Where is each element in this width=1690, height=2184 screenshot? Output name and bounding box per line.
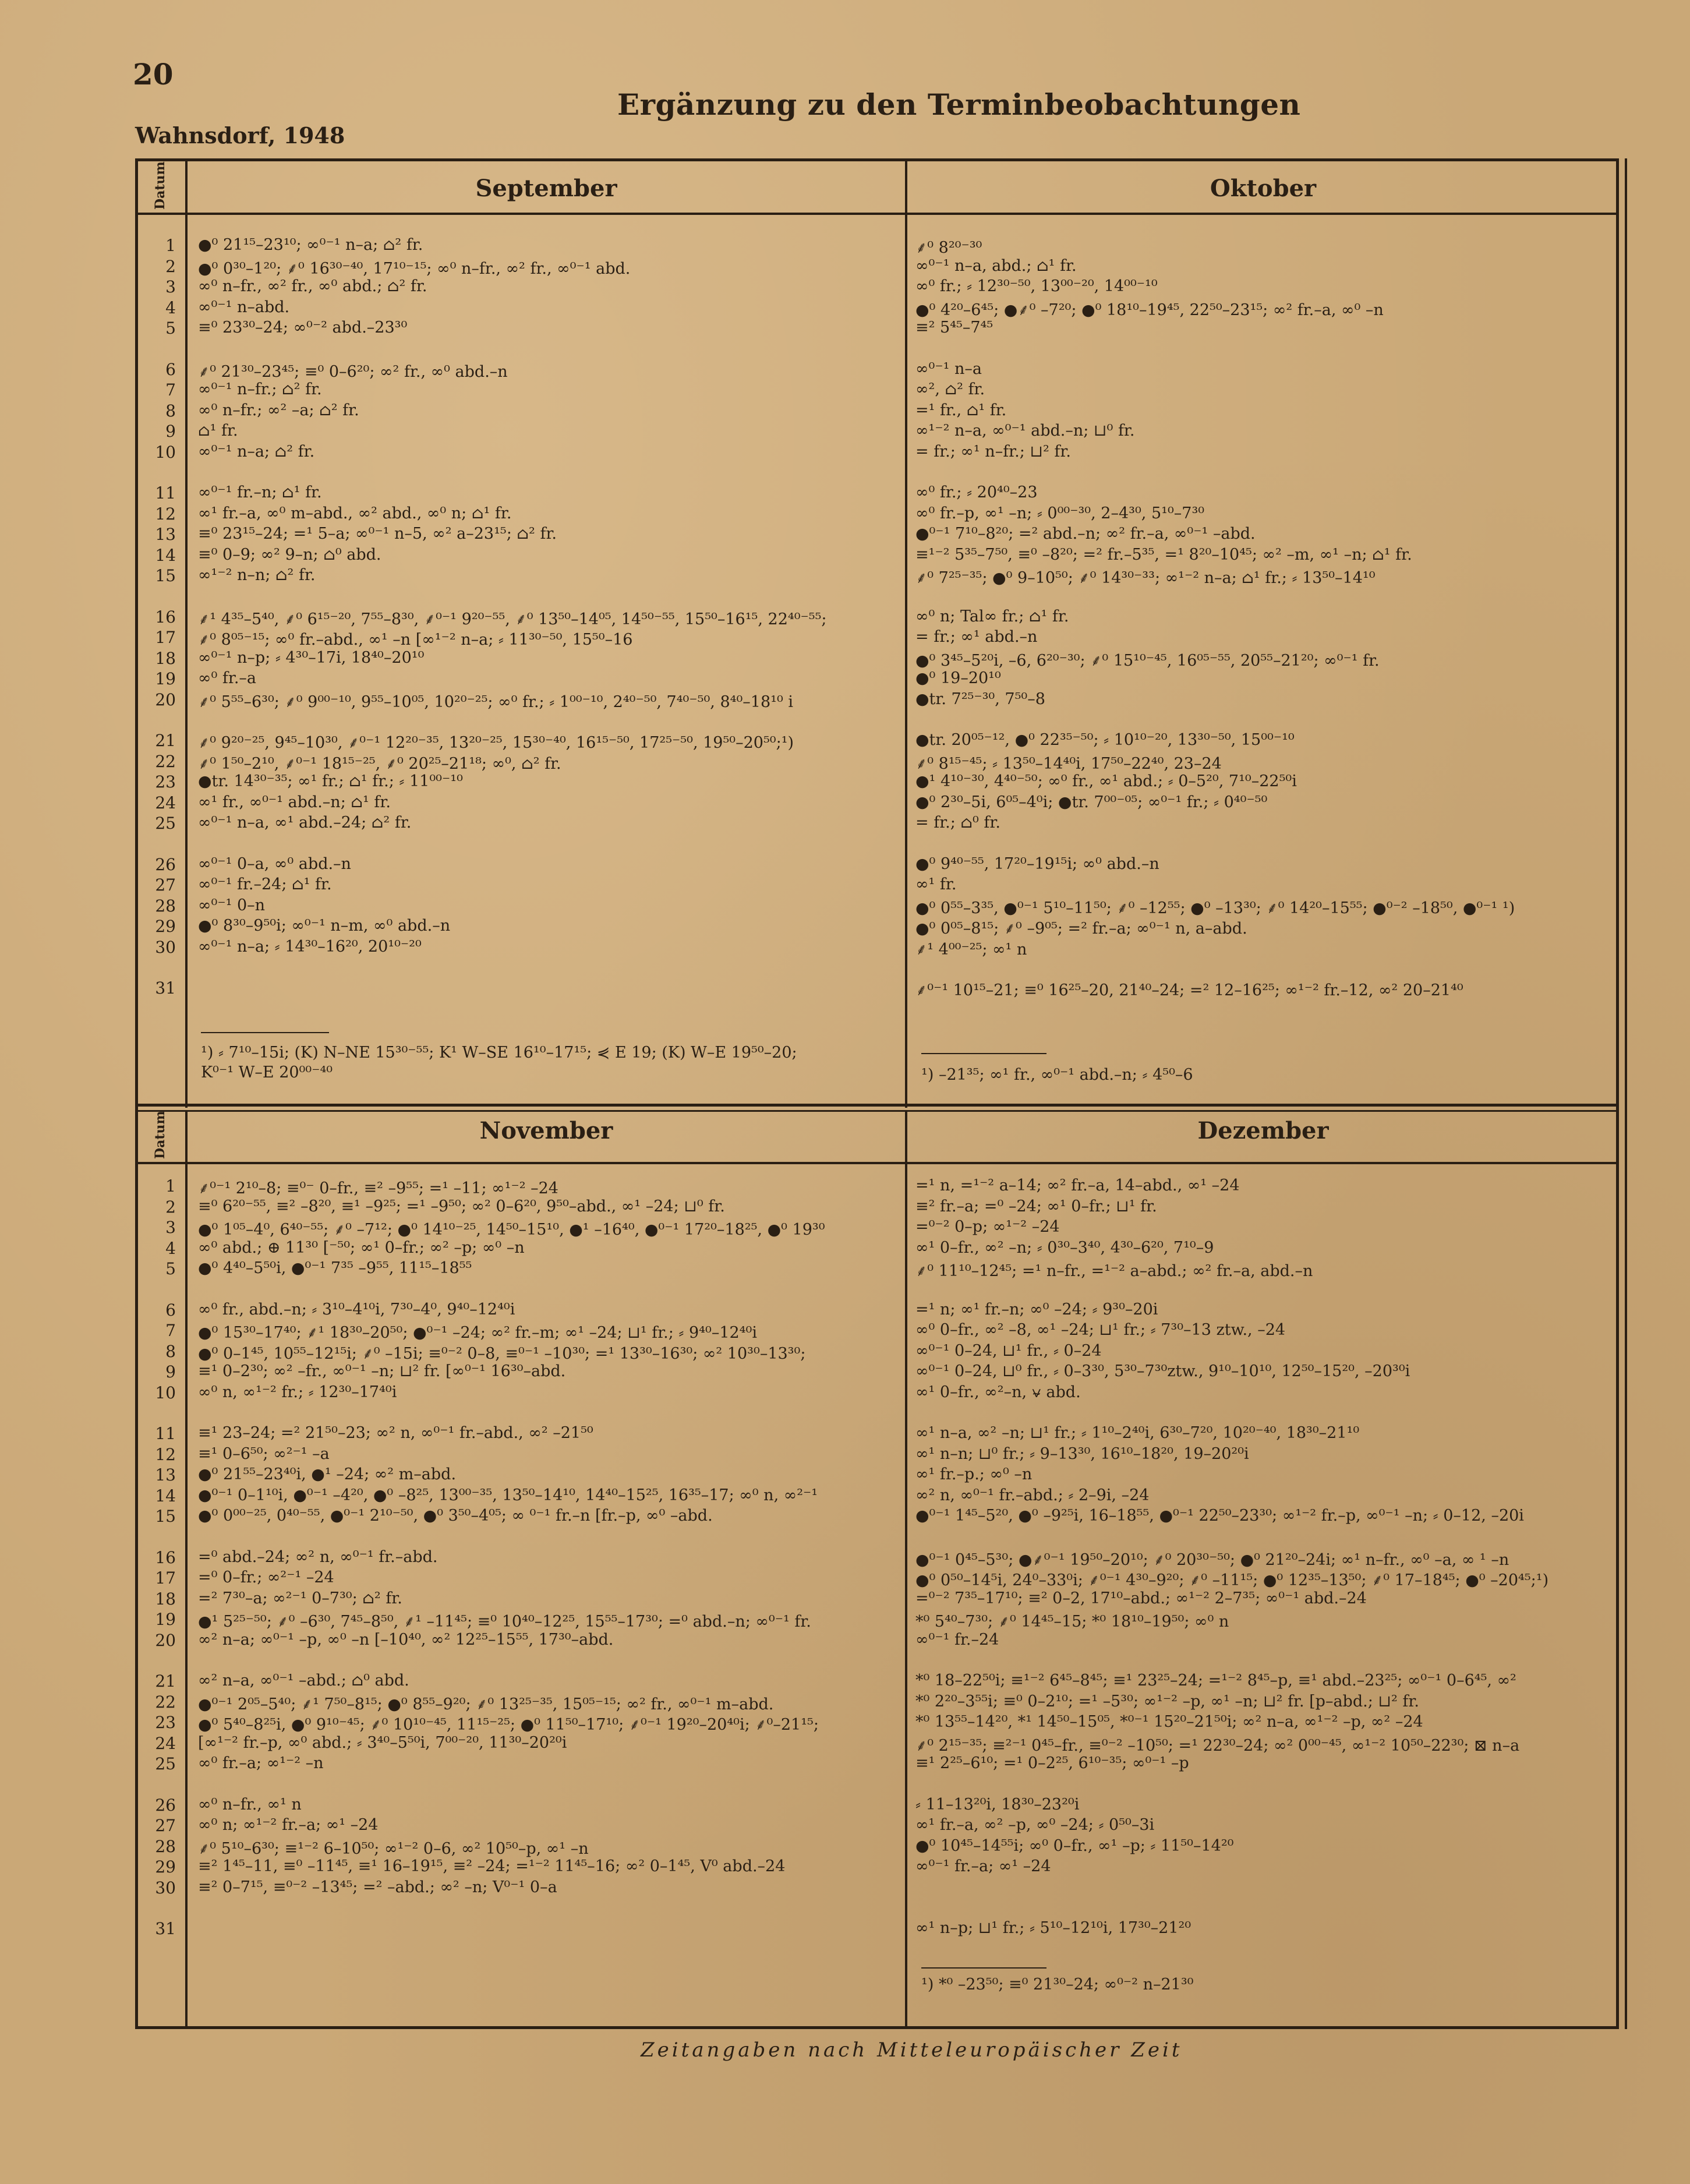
- day-entry: ●¹ 4¹⁰⁻³⁰, 4⁴⁰⁻⁵⁰; ∞⁰ fr., ∞¹ abd.; ⸗ 0–5²⁰, 7¹⁰–22⁵⁰i: [915, 772, 1297, 790]
- day-entry: *⁰ 2²⁰–3⁵⁵i; ≡⁰ 0–2¹⁰; =¹ –5³⁰; ∞¹⁻² –p, ∞¹ –n; ⊔² fr. [p–abd.; ⊔² fr.: [915, 1692, 1419, 1711]
- day-entry: ●⁰ 8³⁰–9⁵⁰i; ∞⁰⁻¹ n–m, ∞⁰ abd.–n: [198, 917, 451, 935]
- day-number: 23: [155, 772, 176, 791]
- day-entry: *⁰ 18–22⁵⁰i; ≡¹⁻² 6⁴⁵–8⁴⁵; ≡¹ 23²⁵–24; =¹⁻² 8⁴⁵–p, ≡¹ abd.–23²⁵; ∞⁰⁻¹ 0–6⁴⁵, ∞²: [915, 1671, 1516, 1690]
- day-entry: ∞⁰⁻¹ n–p; ⸗ 4³⁰–17i, 18⁴⁰–20¹⁰: [198, 648, 425, 667]
- day-number: 26: [155, 854, 176, 874]
- day-number: 31: [155, 978, 176, 998]
- day-entry: ≡¹ 2²⁵–6¹⁰; =¹ 0–2²⁵, 6¹⁰⁻³⁵; ∞⁰⁻¹ –p: [915, 1754, 1189, 1772]
- day-entry: ∞¹ fr.: [915, 875, 957, 893]
- day-entry: =¹ n, =¹⁻² a–14; ∞² fr.–a, 14–abd., ∞¹ –24: [915, 1176, 1240, 1195]
- rule-middle-2: [135, 1110, 1619, 1112]
- day-entry: ∞⁰ fr.–a: [198, 669, 257, 687]
- day-entry: ∞⁰⁻¹ n–a, ∞¹ abd.–24; ⌂² fr.: [198, 814, 412, 832]
- datum-label-lower: Datum: [153, 1111, 168, 1159]
- footnote-september-2: K⁰⁻¹ W–E 20⁰⁰⁻⁴⁰: [201, 1063, 333, 1082]
- month-header-november: November: [479, 1117, 613, 1144]
- time-zone-caption: Zeitangaben nach Mitteleuropäischer Zeit: [641, 2038, 1183, 2062]
- day-entry: ≡² fr.–a; =⁰ –24; ∞¹ 0–fr.; ⊔¹ fr.: [915, 1197, 1157, 1215]
- day-entry: ●⁰⁻¹ 2⁰⁵–5⁴⁰; ⸙¹ 7⁵⁰–8¹⁵; ●⁰ 8⁵⁵–9²⁰; ⸙⁰ 13²⁵⁻³⁵, 15⁰⁵⁻¹⁵; ∞² fr., ∞⁰⁻¹ m–abd.: [198, 1695, 774, 1713]
- day-entry: ⸙⁰ 1⁵⁰–2¹⁰, ⸙⁰⁻¹ 18¹⁵⁻²⁵, ⸙⁰ 20²⁵–21¹⁸; ∞⁰, ⌂² fr.: [198, 754, 561, 773]
- day-entry: ∞⁰⁻¹ 0–24, ⊔¹ fr., ⸗ 0–24: [915, 1341, 1102, 1360]
- day-entry: ●⁰ 9⁴⁰⁻⁵⁵, 17²⁰–19¹⁵i; ∞⁰ abd.–n: [915, 854, 1159, 873]
- day-entry: ●⁰ 0–1⁴⁵, 10⁵⁵–12¹⁵i; ⸙⁰ –15i; ≡⁰⁻² 0–8, ≡⁰⁻¹ –10³⁰; =¹ 13³⁰–16³⁰; ∞² 10³⁰–13³⁰;: [198, 1344, 806, 1363]
- day-number: 22: [155, 1692, 176, 1712]
- day-entry: = fr.; ∞¹ abd.–n: [915, 628, 1038, 646]
- day-entry: ∞⁰⁻¹ 0–a, ∞⁰ abd.–n: [198, 854, 351, 873]
- day-number: 4: [165, 1238, 176, 1258]
- day-entry: ∞⁰⁻¹ 0–24, ⊔⁰ fr., ⸗ 0–3³⁰, 5³⁰–7³⁰ztw., 9¹⁰–10¹⁰, 12⁵⁰–15²⁰, –20³⁰i: [915, 1362, 1410, 1380]
- day-number: 21: [155, 1671, 176, 1691]
- day-entry: ●¹ 5²⁵⁻⁵⁰; ⸙⁰ –6³⁰, 7⁴⁵–8⁵⁰, ⸙¹ –11⁴⁵; ≡⁰ 10⁴⁰–12²⁵, 15⁵⁵–17³⁰; =⁰ abd.–n; ∞⁰⁻¹ fr.: [198, 1613, 811, 1631]
- day-number: 12: [155, 1444, 176, 1464]
- day-entry: ≡⁰ 0–9; ∞² 9–n; ⌂⁰ abd.: [198, 545, 381, 564]
- day-entry: ⸙⁰⁻¹ 10¹⁵–21; ≡⁰ 16²⁵–20, 21⁴⁰–24; =² 12–16²⁵; ∞¹⁻² fr.–12, ∞² 20–21⁴⁰: [915, 981, 1463, 999]
- day-number: 7: [165, 380, 176, 400]
- day-number: 18: [155, 648, 176, 668]
- day-entry: ●tr. 7²⁵⁻³⁰, 7⁵⁰–8: [915, 690, 1045, 708]
- day-entry: ∞⁰⁻¹ n–a: [915, 359, 982, 378]
- rule-lower-mid: [905, 1110, 907, 2029]
- day-entry: ⸗ 11–13²⁰i, 18³⁰–23²⁰i: [915, 1795, 1080, 1814]
- day-entry: ∞⁰⁻¹ n–a; ⌂² fr.: [198, 442, 315, 461]
- day-entry: ●⁰ 5⁴⁰–8²⁵i, ●⁰ 9¹⁰⁻⁴⁵; ⸙⁰ 10¹⁰⁻⁴⁵, 11¹⁵⁻²⁵; ●⁰ 11⁵⁰–17¹⁰; ⸙⁰⁻¹ 19²⁰–20⁴⁰i; ⸙⁰–21¹⁵;: [198, 1716, 819, 1734]
- day-entry: ∞⁰⁻¹ n–fr.; ⌂² fr.: [198, 380, 322, 398]
- day-number: 9: [165, 1362, 176, 1381]
- day-entry: ⸙⁰ 21³⁰–23⁴⁵; ≡⁰ 0–6²⁰; ∞² fr., ∞⁰ abd.–n: [198, 362, 508, 381]
- day-entry: ≡² 5⁴⁵–7⁴⁵: [915, 319, 994, 337]
- day-number: 18: [155, 1589, 176, 1609]
- day-number: 10: [155, 442, 176, 462]
- day-number: 2: [165, 256, 176, 276]
- day-entry: ∞², ⌂² fr.: [915, 380, 985, 398]
- day-entry: ∞⁰ fr., abd.–n; ⸗ 3¹⁰–4¹⁰i, 7³⁰–4⁰, 9⁴⁰–12⁴⁰i: [198, 1300, 515, 1319]
- day-number: 3: [165, 1218, 176, 1237]
- day-entry: =¹ fr., ⌂¹ fr.: [915, 401, 1007, 419]
- station-year: Wahnsdorf, 1948: [135, 122, 345, 149]
- day-entry: ●⁰ 0⁰⁵–8¹⁵; ⸙⁰ –9⁰⁵; =² fr.–a; ∞⁰⁻¹ n, a–abd.: [915, 920, 1247, 938]
- day-entry: ∞¹ n–n; ⊔⁰ fr.; ⸗ 9–13³⁰, 16¹⁰–18²⁰, 19–20²⁰i: [915, 1444, 1249, 1463]
- day-entry: ∞⁰ n–fr., ∞² fr., ∞⁰ abd.; ⌂² fr.: [198, 277, 427, 295]
- day-number: 14: [155, 545, 176, 565]
- day-number: 13: [155, 1465, 176, 1485]
- day-entry: ≡⁰ 23¹⁵–24; =¹ 5–a; ∞⁰⁻¹ n–5, ∞² a–23¹⁵; ⌂² fr.: [198, 525, 557, 543]
- day-number: 1: [165, 1176, 176, 1196]
- day-number: 27: [155, 1816, 176, 1835]
- day-entry: ⸙⁰ 11¹⁰–12⁴⁵; =¹ n–fr., =¹⁻² a–abd.; ∞² fr.–a, abd.–n: [915, 1262, 1313, 1280]
- day-number: 12: [155, 504, 176, 524]
- day-entry: ●⁰⁻¹ 0–1¹⁰i, ●⁰⁻¹ –4²⁰, ●⁰ –8²⁵, 13⁰⁰⁻³⁵, 13⁵⁰–14¹⁰, 14⁴⁰–15²⁵, 16³⁵–17; ∞⁰ n, ∞²⁻¹: [198, 1486, 818, 1504]
- day-entry: ∞² n–a; ∞⁰⁻¹ –p, ∞⁰ –n [–10⁴⁰, ∞² 12²⁵–15⁵⁵, 17³⁰–abd.: [198, 1630, 614, 1649]
- day-number: 6: [165, 359, 176, 379]
- rule-upper-mid: [905, 158, 907, 1108]
- rule-middle: [135, 1104, 1619, 1107]
- day-entry: =¹ n; ∞¹ fr.–n; ∞⁰ –24; ⸗ 9³⁰–20i: [915, 1300, 1158, 1319]
- day-entry: ∞⁰ fr.; ⸗ 12³⁰⁻⁵⁰, 13⁰⁰⁻²⁰, 14⁰⁰⁻¹⁰: [915, 277, 1158, 295]
- frame-right-rule: [1625, 158, 1627, 2029]
- day-number: 16: [155, 607, 176, 627]
- day-entry: ∞¹ fr.–p.; ∞⁰ –n: [915, 1465, 1033, 1483]
- day-entry: ≡¹ 23–24; =² 21⁵⁰–23; ∞² n, ∞⁰⁻¹ fr.–abd., ∞² –21⁵⁰: [198, 1424, 593, 1442]
- day-entry: ≡⁰ 23³⁰–24; ∞⁰⁻² abd.–23³⁰: [198, 319, 408, 337]
- footnote-rule-oktober: [921, 1053, 1046, 1054]
- day-number: 26: [155, 1795, 176, 1815]
- day-entry: ∞¹⁻² n–n; ⌂² fr.: [198, 566, 316, 584]
- day-number: 25: [155, 1754, 176, 1773]
- day-number: 30: [155, 1878, 176, 1897]
- day-entry: ≡¹ 0–6⁵⁰; ∞²⁻¹ –a: [198, 1444, 330, 1463]
- day-number: 29: [155, 1857, 176, 1876]
- day-entry: ∞⁰⁻¹ 0–n: [198, 896, 266, 914]
- day-entry: ∞¹⁻² n–a, ∞⁰⁻¹ abd.–n; ⊔⁰ fr.: [915, 422, 1135, 440]
- day-entry: ≡¹ 0–2³⁰; ∞² –fr., ∞⁰⁻¹ –n; ⊔² fr. [∞⁰⁻¹ 16³⁰–abd.: [198, 1362, 566, 1380]
- day-entry: ●tr. 14³⁰⁻³⁵; ∞¹ fr.; ⌂¹ fr.; ⸗ 11⁰⁰⁻¹⁰: [198, 772, 463, 790]
- day-entry: ∞⁰ n; Tal∞ fr.; ⌂¹ fr.: [915, 607, 1069, 625]
- day-number: 16: [155, 1547, 176, 1567]
- day-entry: =⁰⁻² 7³⁵–17¹⁰; ≡² 0–2, 17¹⁰–abd.; ∞¹⁻² 2–7³⁵; ∞⁰⁻¹ abd.–24: [915, 1589, 1367, 1607]
- day-entry: ∞⁰⁻¹ fr.–n; ⌂¹ fr.: [198, 483, 322, 501]
- day-number: 31: [155, 1919, 176, 1938]
- day-entry: ⸙⁰⁻¹ 2¹⁰–8; ≡⁰⁻ 0–fr., ≡² –9⁵⁵; =¹ –11; ∞¹⁻² –24: [198, 1179, 558, 1197]
- day-entry: ∞¹ fr.–a, ∞² –p, ∞⁰ –24; ⸗ 0⁵⁰–3i: [915, 1816, 1155, 1834]
- day-entry: ⸙⁰ 8⁰⁵⁻¹⁵; ∞⁰ fr.–abd., ∞¹ –n [∞¹⁻² n–a; ⸗ 11³⁰⁻⁵⁰, 15⁵⁰–16: [198, 631, 633, 649]
- day-entry: ⌂¹ fr.: [198, 422, 238, 440]
- day-entry: ●⁰ 0⁰⁰⁻²⁵, 0⁴⁰⁻⁵⁵, ●⁰⁻¹ 2¹⁰⁻⁵⁰, ●⁰ 3⁵⁰–4⁰⁵; ∞ ⁰⁻¹ fr.–n [fr.–p, ∞⁰ –abd.: [198, 1507, 713, 1525]
- day-number: 28: [155, 1836, 176, 1856]
- rule-upper-datum: [185, 158, 188, 1108]
- day-entry: ●⁰ 10⁴⁵–14⁵⁵i; ∞⁰ 0–fr., ∞¹ –p; ⸗ 11⁵⁰–14²⁰: [915, 1836, 1234, 1855]
- day-entry: ●⁰ 4²⁰–6⁴⁵; ●⸙⁰ –7²⁰; ●⁰ 18¹⁰–19⁴⁵, 22⁵⁰–23¹⁵; ∞² fr.–a, ∞⁰ –n: [915, 301, 1384, 319]
- day-number: 28: [155, 896, 176, 916]
- day-entry: ●⁰ 1⁰⁵–4⁰, 6⁴⁰⁻⁵⁵; ⸙⁰ –7¹²; ●⁰ 14¹⁰⁻²⁵, 14⁵⁰–15¹⁰, ●¹ –16⁴⁰, ●⁰⁻¹ 17²⁰–18²⁵, ●⁰ 19³⁰: [198, 1221, 825, 1239]
- day-number: 22: [155, 751, 176, 771]
- day-entry: ●⁰ 15³⁰–17⁴⁰; ⸙¹ 18³⁰–20⁵⁰; ●⁰⁻¹ –24; ∞² fr.–m; ∞¹ –24; ⊔¹ fr.; ⸗ 9⁴⁰–12⁴⁰i: [198, 1324, 757, 1342]
- day-entry: ≡⁰ 6²⁰⁻⁵⁵, ≡² –8²⁰, ≡¹ –9²⁵; =¹ –9⁵⁰; ∞² 0–6²⁰, 9⁵⁰–abd., ∞¹ –24; ⊔⁰ fr.: [198, 1197, 725, 1215]
- day-number: 1: [165, 236, 176, 255]
- day-entry: ⸙¹ 4³⁵–5⁴⁰, ⸙⁰ 6¹⁵⁻²⁰, 7⁵⁵–8³⁰, ⸙⁰⁻¹ 9²⁰⁻⁵⁵, ⸙⁰ 13⁵⁰–14⁰⁵, 14⁵⁰⁻⁵⁵, 15⁵⁰–16¹⁵, 22⁴⁰⁻⁵⁵;: [198, 610, 827, 628]
- footnote-dezember-1: ¹) *⁰ –23⁵⁰; ≡⁰ 21³⁰–24; ∞⁰⁻² n–21³⁰: [921, 1976, 1194, 1994]
- day-entry: ⸙⁰ 5⁵⁵–6³⁰; ⸙⁰ 9⁰⁰⁻¹⁰, 9⁵⁵–10⁰⁵, 10²⁰⁻²⁵; ∞⁰ fr.; ⸗ 1⁰⁰⁻¹⁰, 2⁴⁰⁻⁵⁰, 7⁴⁰⁻⁵⁰, 8⁴⁰–18¹⁰ i: [198, 692, 793, 711]
- day-entry: *⁰ 5⁴⁰–7³⁰; ⸙⁰ 14⁴⁵–15; *⁰ 18¹⁰–19⁵⁰; ∞⁰ n: [915, 1613, 1229, 1631]
- day-entry: ∞¹ fr.–a, ∞⁰ m–abd., ∞² abd., ∞⁰ n; ⌂¹ fr.: [198, 504, 512, 522]
- day-number: 17: [155, 1568, 176, 1588]
- day-number: 8: [165, 401, 176, 420]
- day-entry: ●⁰ 0³⁰–1²⁰; ⸙⁰ 16³⁰⁻⁴⁰, 17¹⁰⁻¹⁵; ∞⁰ n–fr., ∞² fr., ∞⁰⁻¹ abd.: [198, 259, 631, 278]
- rule-upper-header: [135, 213, 1619, 215]
- month-header-dezember: Dezember: [1197, 1117, 1329, 1144]
- day-number: 24: [155, 1733, 176, 1753]
- day-entry: ∞⁰ abd.; ⊕ 11³⁰ [⁻⁵⁰; ∞¹ 0–fr.; ∞² –p; ∞⁰ –n: [198, 1238, 525, 1257]
- day-entry: ⸙⁰ 2¹⁵⁻³⁵; ≡²⁻¹ 0⁴⁵–fr., ≡⁰⁻² –10⁵⁰; =¹ 22³⁰–24; ∞² 0⁰⁰⁻⁴⁵, ∞¹⁻² 10⁵⁰–22³⁰; ⊠ n–a: [915, 1736, 1520, 1755]
- day-number: 29: [155, 917, 176, 936]
- day-number: 6: [165, 1300, 176, 1320]
- page-title: Ergänzung zu den Terminbeobachtungen: [617, 87, 1301, 122]
- day-entry: ●⁰ 19–20¹⁰: [915, 669, 1001, 687]
- day-entry: [∞¹⁻² fr.–p, ∞⁰ abd.; ⸗ 3⁴⁰–5⁵⁰i, 7⁰⁰⁻²⁰, 11³⁰–20²⁰i: [198, 1733, 567, 1752]
- day-entry: ●tr. 20⁰⁵⁻¹², ●⁰ 22³⁵⁻⁵⁰; ⸗ 10¹⁰⁻²⁰, 13³⁰⁻⁵⁰, 15⁰⁰⁻¹⁰: [915, 731, 1295, 749]
- day-number: 23: [155, 1713, 176, 1732]
- day-number: 5: [165, 1259, 176, 1278]
- day-entry: ∞⁰ n–fr., ∞¹ n: [198, 1795, 302, 1814]
- day-number: 9: [165, 422, 176, 441]
- day-entry: ∞⁰⁻¹ fr.–a; ∞¹ –24: [915, 1857, 1051, 1875]
- day-number: 20: [155, 1630, 176, 1650]
- day-entry: ●⁰⁻¹ 1⁴⁵–5²⁰, ●⁰ –9²⁵i, 16–18⁵⁵, ●⁰⁻¹ 22⁵⁰–23³⁰; ∞¹⁻² fr.–p, ∞⁰⁻¹ –n; ⸗ 0–12, –20i: [915, 1507, 1524, 1525]
- day-entry: ∞⁰ 0–fr., ∞² –8, ∞¹ –24; ⊔¹ fr.; ⸗ 7³⁰–13 ztw., –24: [915, 1321, 1286, 1339]
- day-entry: *⁰ 13⁵⁵–14²⁰, *¹ 14⁵⁰–15⁰⁵, *⁰⁻¹ 15²⁰–21⁵⁰i; ∞² n–a, ∞¹⁻² –p, ∞² –24: [915, 1713, 1423, 1731]
- day-number: 20: [155, 690, 176, 709]
- day-entry: ⸙⁰ 7²⁵⁻³⁵; ●⁰ 9–10⁵⁰; ⸙⁰ 14³⁰⁻³³; ∞¹⁻² n–a; ⌂¹ fr.; ⸗ 13⁵⁰–14¹⁰: [915, 569, 1376, 587]
- day-number: 13: [155, 525, 176, 544]
- footnote-rule-september: [201, 1032, 329, 1033]
- day-number: 3: [165, 277, 176, 296]
- day-entry: ∞⁰⁻¹ n–a; ⸗ 14³⁰–16²⁰, 20¹⁰⁻²⁰: [198, 937, 422, 956]
- day-entry: ∞² n, ∞⁰⁻¹ fr.–abd.; ⸗ 2–9i, –24: [915, 1486, 1150, 1504]
- day-number: 21: [155, 731, 176, 750]
- day-number: 14: [155, 1486, 176, 1506]
- day-entry: ∞² n–a, ∞⁰⁻¹ –abd.; ⌂⁰ abd.: [198, 1671, 409, 1690]
- rule-lower-header: [135, 1162, 1619, 1164]
- day-entry: ≡² 0–7¹⁵, ≡⁰⁻² –13⁴⁵; =² –abd.; ∞² –n; V⁰⁻¹ 0–a: [198, 1878, 557, 1896]
- day-entry: ∞¹ n–a, ∞² –n; ⊔¹ fr.; ⸗ 1¹⁰–2⁴⁰i, 6³⁰–7²⁰, 10²⁰⁻⁴⁰, 18³⁰–21¹⁰: [915, 1424, 1360, 1442]
- day-entry: ●⁰ 2³⁰–5i, 6⁰⁵–4⁰i; ●tr. 7⁰⁰⁻⁰⁵; ∞⁰⁻¹ fr.; ⸗ 0⁴⁰⁻⁵⁰: [915, 793, 1268, 811]
- day-number: 11: [155, 1424, 176, 1443]
- day-entry: ⸙¹ 4⁰⁰⁻²⁵; ∞¹ n: [915, 940, 1027, 959]
- day-entry: ∞⁰⁻¹ fr.–24; ⌂¹ fr.: [198, 875, 332, 893]
- month-header-oktober: Oktober: [1210, 175, 1317, 202]
- day-entry: ∞⁰⁻¹ n–a, abd.; ⌂¹ fr.: [915, 256, 1077, 275]
- day-number: 27: [155, 875, 176, 895]
- day-number: 15: [155, 566, 176, 585]
- day-entry: ●⁰⁻¹ 7¹⁰–8²⁰; =² abd.–n; ∞² fr.–a, ∞⁰⁻¹ –abd.: [915, 525, 1256, 543]
- day-entry: ●⁰ 0⁵⁵–3³⁵, ●⁰⁻¹ 5¹⁰–11⁵⁰; ⸙⁰ –12⁵⁵; ●⁰ –13³⁰; ⸙⁰ 14²⁰–15⁵⁵; ●⁰⁻² –18⁵⁰, ●⁰⁻¹ ¹): [915, 899, 1515, 917]
- day-entry: =⁰⁻² 0–p; ∞¹⁻² –24: [915, 1218, 1060, 1236]
- day-entry: ●⁰ 21¹⁵–23¹⁰; ∞⁰⁻¹ n–a; ⌂² fr.: [198, 236, 423, 254]
- footnote-oktober-1: ¹) –21³⁵; ∞¹ fr., ∞⁰⁻¹ abd.–n; ⸗ 4⁵⁰–6: [921, 1066, 1193, 1084]
- day-entry: ∞⁰ n–fr.; ∞² –a; ⌂² fr.: [198, 401, 359, 419]
- day-entry: ∞⁰ fr.–a; ∞¹⁻² –n: [198, 1754, 324, 1772]
- day-number: 5: [165, 319, 176, 338]
- footnote-september-1: ¹) ⸗ 7¹⁰–15i; (K) N–NE 15³⁰⁻⁵⁵; K¹ W–SE 16¹⁰–17¹⁵; ⋞ E 19; (K) W–E 19⁵⁰–20;: [201, 1044, 797, 1062]
- rule-lower-datum: [185, 1110, 188, 2029]
- day-entry: =⁰ abd.–24; ∞² n, ∞⁰⁻¹ fr.–abd.: [198, 1547, 438, 1566]
- day-entry: ≡¹⁻² 5³⁵–7⁵⁰, ≡⁰ –8²⁰; =² fr.–5³⁵, =¹ 8²⁰–10⁴⁵; ∞² –m, ∞¹ –n; ⌂¹ fr.: [915, 545, 1412, 564]
- day-number: 4: [165, 298, 176, 317]
- day-number: 2: [165, 1197, 176, 1217]
- day-entry: ∞⁰⁻¹ fr.–24: [915, 1630, 999, 1649]
- day-entry: ●⁰ 0⁵⁰–14⁵i, 24⁰–33⁰i; ⸙⁰⁻¹ 4³⁰–9²⁰; ⸙⁰ –11¹⁵; ●⁰ 12³⁵–13⁵⁰; ⸙⁰ 17–18⁴⁵; ●⁰ –20⁴⁵;¹): [915, 1571, 1549, 1589]
- day-number: 30: [155, 937, 176, 957]
- day-entry: ●⁰ 4⁴⁰–5⁵⁰i, ●⁰⁻¹ 7³⁵ –9⁵⁵, 11¹⁵–18⁵⁵: [198, 1259, 472, 1277]
- day-number: 19: [155, 1610, 176, 1629]
- day-entry: = fr.; ⌂⁰ fr.: [915, 814, 1000, 832]
- day-entry: ∞¹ fr., ∞⁰⁻¹ abd.–n; ⌂¹ fr.: [198, 793, 391, 811]
- day-entry: ⸙⁰ 8¹⁵⁻⁴⁵; ⸗ 13⁵⁰–14⁴⁰i, 17⁵⁰–22⁴⁰, 23–24: [915, 754, 1222, 773]
- day-entry: ∞¹ n–p; ⊔¹ fr.; ⸗ 5¹⁰–12¹⁰i, 17³⁰–21²⁰: [915, 1919, 1192, 1937]
- day-entry: ⸙⁰ 9²⁰⁻²⁵, 9⁴⁵–10³⁰, ⸙⁰⁻¹ 12²⁰⁻³⁵, 13²⁰⁻²⁵, 15³⁰⁻⁴⁰, 16¹⁵⁻⁵⁰, 17²⁵⁻⁵⁰, 19⁵⁰–20⁵⁰;¹): [198, 734, 794, 752]
- day-entry: ⸙⁰ 8²⁰⁻³⁰: [915, 239, 982, 257]
- day-entry: ⸙⁰ 5¹⁰–6³⁰; ≡¹⁻² 6–10⁵⁰; ∞¹⁻² 0–6, ∞² 10⁵⁰–p, ∞¹ –n: [198, 1839, 589, 1858]
- day-number: 24: [155, 793, 176, 812]
- footnote-rule-dezember: [921, 1967, 1046, 1969]
- day-entry: ≡² 1⁴⁵–11, ≡⁰ –11⁴⁵, ≡¹ 16–19¹⁵, ≡² –24; =¹⁻² 11⁴⁵–16; ∞² 0–1⁴⁵, V⁰ abd.–24: [198, 1857, 786, 1875]
- day-entry: = fr.; ∞¹ n–fr.; ⊔² fr.: [915, 442, 1071, 461]
- day-entry: =⁰ 0–fr.; ∞²⁻¹ –24: [198, 1568, 334, 1586]
- day-entry: ∞¹ 0–fr., ∞² –n; ⸗ 0³⁰–3⁴⁰, 4³⁰–6²⁰, 7¹⁰–9: [915, 1238, 1214, 1257]
- day-number: 7: [165, 1321, 176, 1340]
- day-number: 10: [155, 1383, 176, 1402]
- day-number: 15: [155, 1507, 176, 1526]
- day-entry: =² 7³⁰–a; ∞²⁻¹ 0–7³⁰; ⌂² fr.: [198, 1589, 402, 1607]
- day-entry: ∞¹ 0–fr., ∞²–n, ⍱ abd.: [915, 1383, 1081, 1401]
- datum-label-upper: Datum: [153, 161, 168, 210]
- day-entry: ●⁰⁻¹ 0⁴⁵–5³⁰; ●⸙⁰⁻¹ 19⁵⁰–20¹⁰; ⸙⁰ 20³⁰⁻⁵⁰; ●⁰ 21²⁰–24i; ∞¹ n–fr., ∞⁰ –a, ∞ ¹ –n: [915, 1550, 1509, 1569]
- day-entry: ∞⁰⁻¹ n–abd.: [198, 298, 290, 316]
- day-number: 8: [165, 1341, 176, 1361]
- day-entry: ∞⁰ n, ∞¹⁻² fr.; ⸗ 12³⁰–17⁴⁰i: [198, 1383, 397, 1401]
- day-entry: ∞⁰ n; ∞¹⁻² fr.–a; ∞¹ –24: [198, 1816, 379, 1834]
- day-entry: ∞⁰ fr.; ⸗ 20⁴⁰–23: [915, 483, 1038, 501]
- month-header-september: September: [475, 175, 617, 202]
- day-entry: ●⁰ 21⁵⁵–23⁴⁰i, ●¹ –24; ∞² m–abd.: [198, 1465, 457, 1483]
- day-number: 25: [155, 814, 176, 833]
- day-number: 17: [155, 628, 176, 647]
- day-number: 11: [155, 483, 176, 503]
- day-entry: ∞⁰ fr.–p, ∞¹ –n; ⸗ 0⁰⁰⁻³⁰, 2–4³⁰, 5¹⁰–7³⁰: [915, 504, 1205, 522]
- day-number: 19: [155, 669, 176, 688]
- day-entry: ●⁰ 3⁴⁵–5²⁰i, –6, 6²⁰⁻³⁰; ⸙⁰ 15¹⁰⁻⁴⁵, 16⁰⁵⁻⁵⁵, 20⁵⁵–21²⁰; ∞⁰⁻¹ fr.: [915, 651, 1380, 670]
- page-number: 20: [133, 57, 174, 91]
